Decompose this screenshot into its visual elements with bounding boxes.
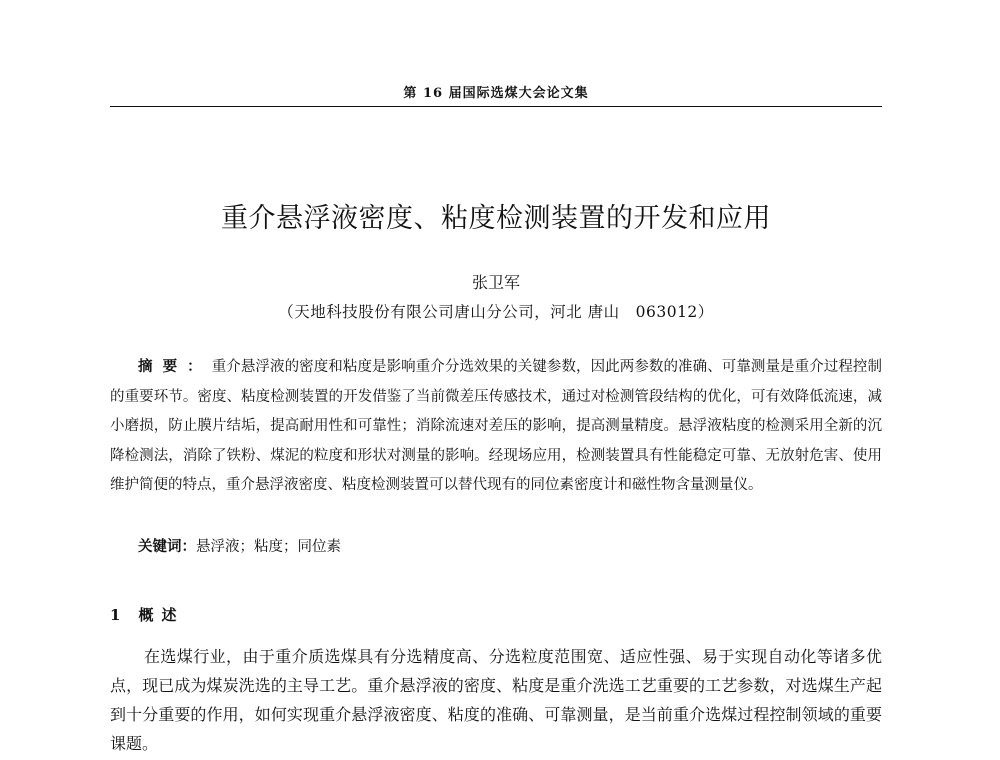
running-header: 第 16 届国际选煤大会论文集 (403, 86, 589, 101)
paper-title: 重介悬浮液密度、粘度检测装置的开发和应用 (221, 203, 771, 234)
abstract (110, 352, 882, 501)
author-affiliation: （天地科技股份有限公司唐山分公司，河北 唐山 063012） (278, 303, 714, 321)
abstract-text: 重介悬浮液的密度和粘度是影响重介分选效果的关键参数，因此两参数的准确、可靠测量是重介过程控制的重要环节。密度、粘度检测装置的开发借鉴了当前微差压传感技术，通过对检测管段结构的优化，可有效降低流速，减小磨损，防止膜片结垢，提高耐用性和可靠性；消除流速对差压的影响，提高测量精度。悬浮液粘度的检测采用全新的沉降检测法，消除了铁粉、煤泥的粒度和形状对测量的影响。经现场应用，检测装置具有性能稳定可靠、无放射危害、使用维护简便的特点，重介悬浮液密度、粘度检测装置可以替代现有的同位素密度计和磁性物含量测量仪。 (110, 359, 882, 493)
body-paragraph: 在选煤行业，由于重介质选煤具有分选精度高、分选粒度范围宽、适应性强、易于实现自动化等诸多优点，现已成为煤炭洗选的主导工艺。重介悬浮液的密度、粘度是重介洗选工艺重要的工艺参数，对选煤生产起到十分重要的作用，如何实现重介悬浮液密度、粘度的准确、可靠测量，是当前重介选煤过程控制领域的重要课题。 (110, 647, 882, 753)
section-title: 概述 (138, 606, 185, 624)
keywords (138, 535, 341, 556)
keywords-label: 关键词： (138, 538, 196, 555)
keywords-text: 悬浮液；粘度；同位素 (196, 539, 341, 555)
author-name: 张卫军 (471, 273, 520, 292)
section-heading (110, 604, 184, 625)
section-number: 1 (110, 606, 121, 624)
header-divider (110, 106, 882, 107)
abstract-label: 摘要： (138, 358, 212, 375)
